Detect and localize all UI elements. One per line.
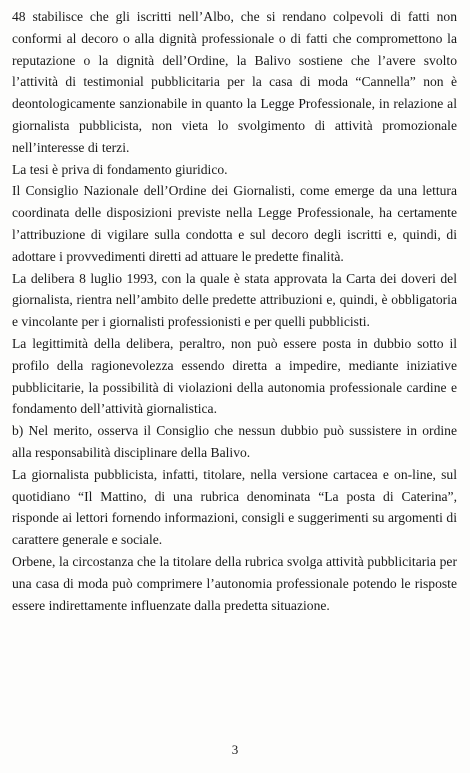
document-body [12,6,457,616]
paragraph-6: b) Nel merito, osserva il Consiglio che nessun dubbio può sussistere in ordine alla responsabilità disciplinare della Balivo. [12,423,457,460]
paragraph-3: Il Consiglio Nazionale dell’Ordine dei Giornalisti, come emerge da una lettura coordinata delle disposizioni previste nella Legge Professionale, ha certamente l’attribuzione di vigilare sulla condotta e sul decoro degli iscritti e, quindi, di adottare i provvedimenti diretti ad attuare le predette finalità. [12,183,457,264]
paragraph-1: 48 stabilisce che gli iscritti nell’Albo, che si rendano colpevoli di fatti non conformi al decoro o alla dignità professionale o di fatti che compromettono la reputazione o la dignità dell’Ordine, la Balivo sostiene che l’avere svolto l’attività di testimonial pubblicitaria per la casa di moda “Cannella” non è deontologicamente sanzionabile in quanto la Legge Professionale, in relazione al giornalista pubblicista, non vieta lo svolgimento di attività promozionale nell’interesse di terzi. [12,9,457,155]
page-number: 3 [231,742,239,757]
paragraph-7: La giornalista pubblicista, infatti, titolare, nella versione cartacea e on-line, sul quotidiano “Il Mattino, di una rubrica denominata “La posta di Caterina”, risponde ai lettori fornendo informazioni, consigli e suggerimenti su argomenti di carattere generale e sociale. [12,466,457,548]
paragraph-2: La tesi è priva di fondamento giuridico. [12,161,228,177]
paragraph-4: La delibera 8 luglio 1993, con la quale è stata approvata la Carta dei doveri del giornalista, rientra nell’ambito delle predette attribuzioni e, quindi, è obbligatoria e vincolante per i giornalisti professionisti e per quelli pubblicisti. [12,270,457,330]
paragraph-5: La legittimità della delibera, peraltro, non può essere posta in dubbio sotto il profilo della ragionevolezza essendo diretta a impedire, mediante iniziative pubblicitarie, la possibilità di violazioni della autonomia professionale cardine e fondamento dell’attività giornalistica. [12,335,457,417]
paragraph-8: Orbene, la circostanza che la titolare della rubrica svolga attività pubblicitaria per una casa di moda può comprimere l’autonomia professionale potendo le risposte essere indirettamente influenzate dalla predetta situazione. [12,553,457,613]
